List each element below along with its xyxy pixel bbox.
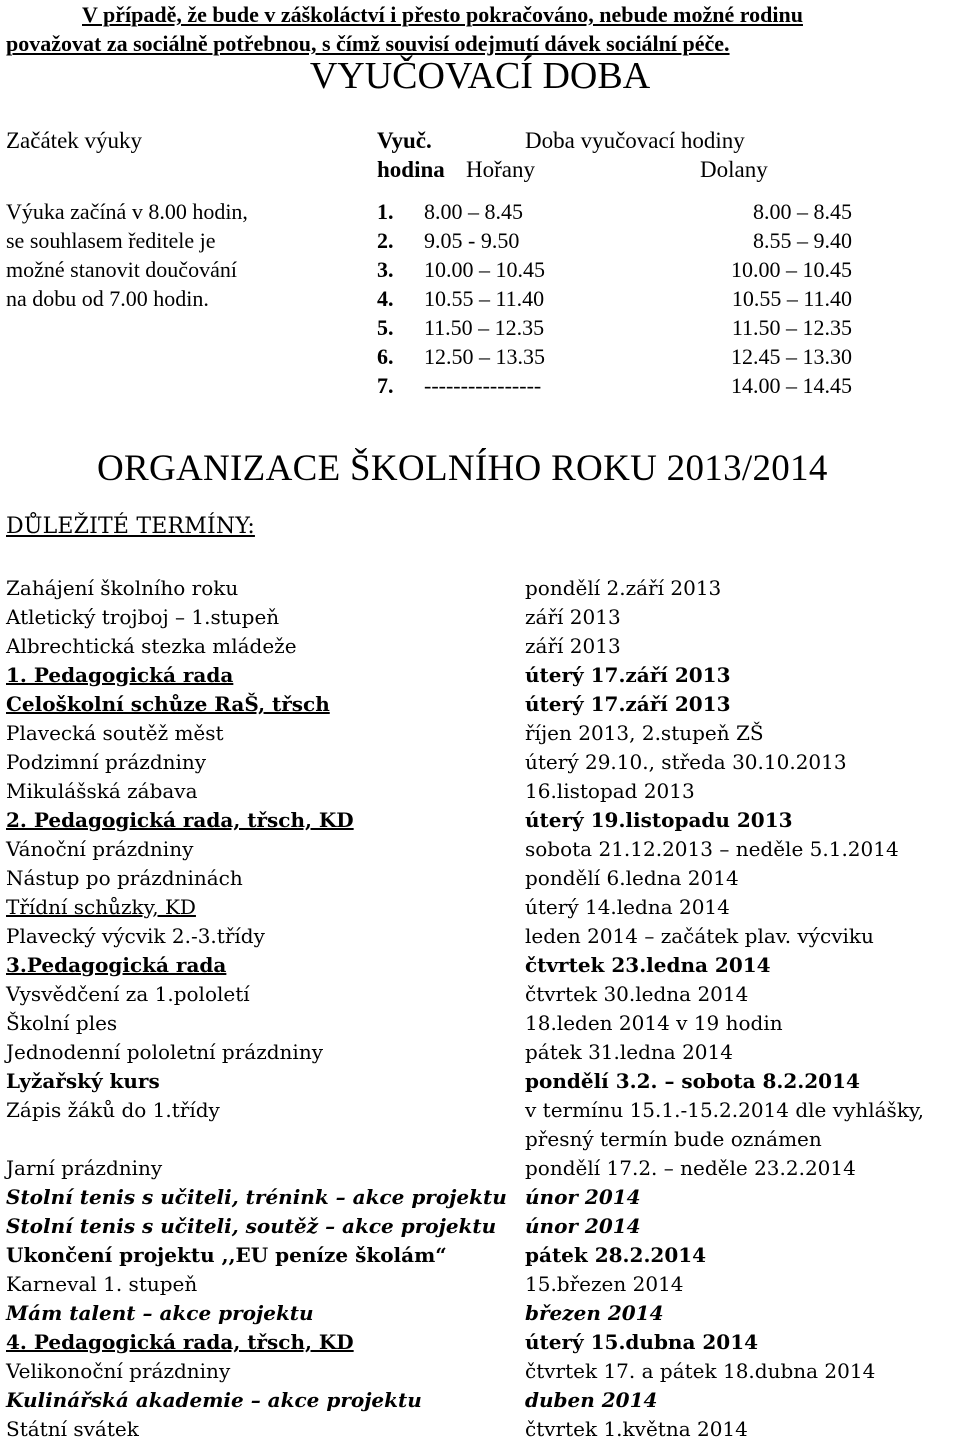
event-date: únor 2014 (525, 1214, 641, 1238)
event-row (0, 690, 960, 719)
note-line: na dobu od 7.00 hodin. (6, 286, 209, 311)
event-name: Vysvědčení za 1.pololetí (6, 982, 250, 1006)
lesson-time-horany: 12.50 – 13.35 (424, 344, 545, 369)
lesson-number: 2. (377, 228, 394, 253)
event-date: čtvrtek 1.května 2014 (525, 1417, 748, 1441)
lesson-time-horany: ---------------- (424, 373, 542, 398)
event-date: říjen 2013, 2.stupeň ZŠ (525, 721, 764, 745)
lesson-number: 7. (377, 373, 394, 398)
lesson-time-horany: 9.05 - 9.50 (424, 228, 520, 253)
dolany-col-header: Dolany (700, 157, 768, 182)
lesson-row (0, 197, 960, 226)
lesson-time-horany: 8.00 – 8.45 (424, 199, 523, 224)
event-name: Školní ples (6, 1011, 118, 1035)
event-date: 15.březen 2014 (525, 1272, 684, 1296)
event-date: pondělí 2.září 2013 (525, 576, 722, 600)
event-row (0, 632, 960, 661)
event-name: Státní svátek (6, 1417, 139, 1441)
event-row (0, 1009, 960, 1038)
event-row (0, 806, 960, 835)
event-name: Atletický trojboj – 1.stupeň (6, 605, 280, 629)
event-row (0, 719, 960, 748)
event-name: Ukončení projektu ,,EU peníze školám“ (6, 1243, 447, 1267)
event-date: duben 2014 (525, 1388, 658, 1412)
event-row (0, 1038, 960, 1067)
lesson-time-dolany: 14.00 – 14.45 (731, 373, 852, 398)
event-name: Třídní schůzky, KD (6, 895, 196, 919)
event-name: Jarní prázdniny (6, 1156, 163, 1180)
event-name: Podzimní prázdniny (6, 750, 207, 774)
lesson-number: 1. (377, 199, 394, 224)
lesson-time-horany: 10.00 – 10.45 (424, 257, 545, 282)
event-date: 18.leden 2014 v 19 hodin (525, 1011, 783, 1035)
event-row (0, 777, 960, 806)
event-date: úterý 19.listopadu 2013 (525, 808, 793, 832)
event-date: úterý 15.dubna 2014 (525, 1330, 759, 1354)
lesson-number: 4. (377, 286, 394, 311)
event-row (0, 1212, 960, 1241)
event-name: Velikonoční prázdniny (6, 1359, 231, 1383)
notice-line-1: V případě, že bude v záškoláctví i přesto pokračováno, nebude možné rodinu (82, 2, 803, 27)
event-row (0, 1241, 960, 1270)
event-name: Mikulášská zábava (6, 779, 198, 803)
truancy-notice (6, 0, 956, 58)
lesson-col-header-1: Vyuč. (377, 128, 432, 153)
lesson-table (0, 197, 960, 400)
event-row (0, 864, 960, 893)
event-row (0, 1270, 960, 1299)
event-row (0, 1299, 960, 1328)
event-row (0, 574, 960, 603)
event-row (0, 1328, 960, 1357)
lesson-number: 3. (377, 257, 394, 282)
event-name: Kulinářská akademie – akce projektu (6, 1388, 422, 1412)
lesson-row (0, 226, 960, 255)
event-date: pátek 28.2.2014 (525, 1243, 707, 1267)
event-date: pátek 31.ledna 2014 (525, 1040, 733, 1064)
event-name: Nástup po prázdninách (6, 866, 243, 890)
event-name: Celoškolní schůze RaŠ, třsch (6, 692, 330, 716)
event-name: Zápis žáků do 1.třídy (6, 1098, 220, 1122)
event-date: v termínu 15.1.-15.2.2014 dle vyhlášky, přesný termín bude oznámen (525, 1098, 924, 1151)
event-date: 16.listopad 2013 (525, 779, 695, 803)
event-date: září 2013 (525, 634, 621, 658)
organization-title: ORGANIZACE ŠKOLNÍHO ROKU 2013/2014 (97, 448, 828, 489)
event-date: září 2013 (525, 605, 621, 629)
event-date: úterý 14.ledna 2014 (525, 895, 730, 919)
event-name: 3.Pedagogická rada (6, 953, 227, 977)
event-date: čtvrtek 17. a pátek 18.dubna 2014 (525, 1359, 876, 1383)
event-name: Mám talent – akce projektu (6, 1301, 314, 1325)
event-name: Zahájení školního roku (6, 576, 239, 600)
event-date: březen 2014 (525, 1301, 664, 1325)
event-name: Albrechtická stezka mládeže (6, 634, 297, 658)
lesson-number: 5. (377, 315, 394, 340)
event-name: Plavecký výcvik 2.-3.třídy (6, 924, 265, 948)
event-name: 1. Pedagogická rada (6, 663, 234, 687)
lesson-time-dolany: 11.50 – 12.35 (731, 315, 852, 340)
event-date: čtvrtek 23.ledna 2014 (525, 953, 771, 977)
start-label: Začátek výuky (6, 128, 143, 153)
event-date: úterý 17.září 2013 (525, 663, 731, 687)
lesson-time-dolany: 8.00 – 8.45 (753, 199, 852, 224)
event-date: pondělí 3.2. – sobota 8.2.2014 (525, 1069, 860, 1093)
event-date: únor 2014 (525, 1185, 641, 1209)
lesson-col-header-2: hodina (377, 157, 445, 182)
event-row (0, 1067, 960, 1096)
event-row (0, 980, 960, 1009)
event-date: úterý 29.10., středa 30.10.2013 (525, 750, 847, 774)
important-dates-heading: DŮLEŽITÉ TERMÍNY: (6, 514, 255, 539)
event-row (0, 748, 960, 777)
event-row (0, 661, 960, 690)
event-row (0, 893, 960, 922)
lesson-time-dolany: 8.55 – 9.40 (753, 228, 852, 253)
event-row (0, 835, 960, 864)
lesson-time-dolany: 10.55 – 11.40 (731, 286, 852, 311)
lesson-row (0, 371, 960, 400)
lesson-time-horany: 11.50 – 12.35 (424, 315, 545, 340)
event-date: pondělí 17.2. – neděle 23.2.2014 (525, 1156, 856, 1180)
event-name: Karneval 1. stupeň (6, 1272, 198, 1296)
event-name: Plavecká soutěž měst (6, 721, 224, 745)
event-name: 2. Pedagogická rada, třsch, KD (6, 808, 354, 832)
lesson-row (0, 255, 960, 284)
event-date: čtvrtek 30.ledna 2014 (525, 982, 749, 1006)
event-row (0, 1386, 960, 1415)
event-name: Lyžařský kurs (6, 1069, 160, 1093)
event-date: sobota 21.12.2013 – neděle 5.1.2014 (525, 837, 899, 861)
event-name: 4. Pedagogická rada, třsch, KD (6, 1330, 354, 1354)
event-name: Stolní tenis s učiteli, soutěž – akce projektu (6, 1214, 497, 1238)
event-row (0, 922, 960, 951)
lesson-time-dolany: 10.00 – 10.45 (731, 257, 852, 282)
note-line: možné stanovit doučování (6, 257, 237, 282)
lesson-row (0, 284, 960, 313)
event-name: Vánoční prázdniny (6, 837, 194, 861)
event-row (0, 603, 960, 632)
event-row (0, 1096, 960, 1154)
lesson-row (0, 342, 960, 371)
lesson-time-horany: 10.55 – 11.40 (424, 286, 545, 311)
event-name: Stolní tenis s učiteli, trénink – akce projektu (6, 1185, 507, 1209)
event-date: úterý 17.září 2013 (525, 692, 731, 716)
horany-col-header: Hořany (466, 157, 535, 182)
schedule-title: VYUČOVACÍ DOBA (309, 55, 651, 97)
event-row (0, 1183, 960, 1212)
duration-col-header: Doba vyučovací hodiny (525, 128, 745, 153)
event-name: Jednodenní pololetní prázdniny (6, 1040, 324, 1064)
notice-line-2: považovat za sociálně potřebnou, s čímž souvisí odejmutí dávek sociální péče. (6, 31, 730, 56)
event-row (0, 951, 960, 980)
event-date: pondělí 6.ledna 2014 (525, 866, 739, 890)
lesson-time-dolany: 12.45 – 13.30 (731, 344, 852, 369)
event-row (0, 1357, 960, 1386)
events-list (0, 574, 960, 1444)
lesson-number: 6. (377, 344, 394, 369)
event-row (0, 1154, 960, 1183)
note-line: se souhlasem ředitele je (6, 228, 216, 253)
event-date: leden 2014 – začátek plav. výcviku (525, 924, 874, 948)
lesson-row (0, 313, 960, 342)
note-line: Výuka začíná v 8.00 hodin, (6, 199, 248, 224)
